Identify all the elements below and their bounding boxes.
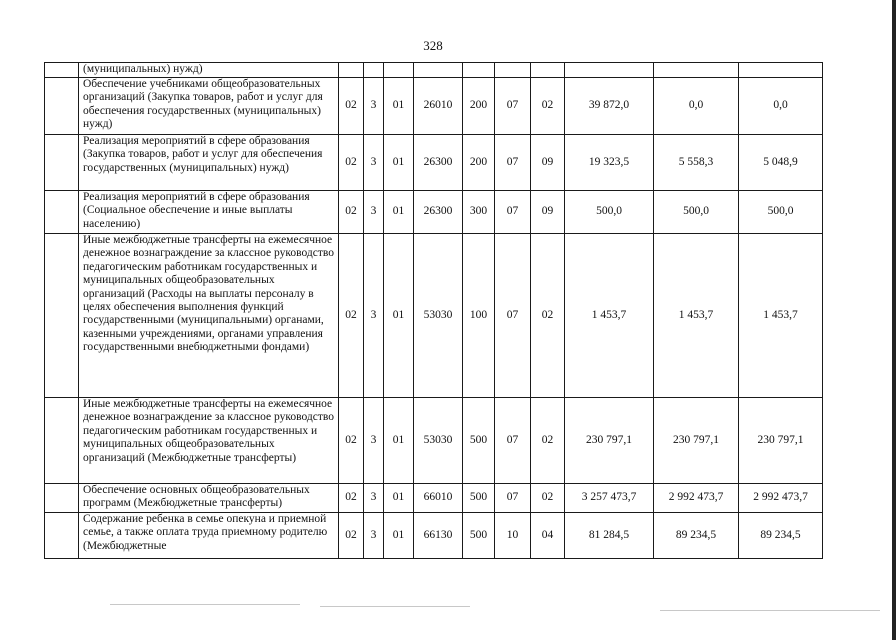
table-row: [45, 191, 823, 234]
event-code-cell: 01: [384, 135, 414, 191]
item-name-cell: Обеспечение учебниками общеобразовательных организаций (Закупка товаров, работ и услуг для обеспечения государственных (муниципальных) нужд): [79, 78, 339, 135]
amount-year1-cell: 500,0: [565, 191, 654, 234]
table-row: [45, 484, 823, 513]
section-cell: 07: [495, 398, 531, 484]
amount-year2-cell: 500,0: [654, 191, 739, 234]
program-code-cell: 02: [339, 234, 364, 398]
amount-year2-cell: 89 234,5: [654, 513, 739, 559]
scan-artifact: [660, 610, 880, 611]
scan-edge-shadow: [892, 0, 896, 640]
scan-artifact: [110, 604, 300, 605]
event-code-cell: 01: [384, 398, 414, 484]
table-row: [45, 63, 823, 78]
section-cell: 07: [495, 234, 531, 398]
amount-year3-cell: 500,0: [739, 191, 823, 234]
subprogram-code-cell: 3: [364, 78, 384, 135]
amount-year1-cell: 81 284,5: [565, 513, 654, 559]
expense-type-cell: 300: [463, 191, 495, 234]
expense-type-cell: 200: [463, 135, 495, 191]
amount-year3-cell: 5 048,9: [739, 135, 823, 191]
item-name-cell: Реализация мероприятий в сфере образования (Социальное обеспечение и иные выплаты населению): [79, 191, 339, 234]
table-body: [45, 63, 823, 559]
event-code-cell: 01: [384, 484, 414, 513]
amount-year3-cell: 0,0: [739, 78, 823, 135]
amount-year1-cell: 39 872,0: [565, 78, 654, 135]
expense-type-cell: 500: [463, 484, 495, 513]
section-cell: 07: [495, 135, 531, 191]
budget-table: [44, 62, 823, 559]
row-number-cell: [45, 63, 79, 78]
subsection-cell: 02: [531, 234, 565, 398]
direction-code-cell: 53030: [414, 234, 463, 398]
subsection-cell: 02: [531, 398, 565, 484]
amount-year2-cell: 1 453,7: [654, 234, 739, 398]
section-cell: 07: [495, 484, 531, 513]
amount-year1-cell: [565, 63, 654, 78]
item-name-cell: (муниципальных) нужд): [79, 63, 339, 78]
amount-year1-cell: 230 797,1: [565, 398, 654, 484]
expense-type-cell: 500: [463, 513, 495, 559]
amount-year3-cell: 230 797,1: [739, 398, 823, 484]
table-row: [45, 234, 823, 398]
expense-type-cell: [463, 63, 495, 78]
amount-year2-cell: [654, 63, 739, 78]
page-number: 328: [423, 38, 443, 53]
subsection-cell: 09: [531, 191, 565, 234]
program-code-cell: 02: [339, 135, 364, 191]
expense-type-cell: 500: [463, 398, 495, 484]
row-number-cell: [45, 191, 79, 234]
amount-year1-cell: 19 323,5: [565, 135, 654, 191]
amount-year3-cell: 2 992 473,7: [739, 484, 823, 513]
direction-code-cell: 26300: [414, 191, 463, 234]
event-code-cell: 01: [384, 191, 414, 234]
amount-year1-cell: 3 257 473,7: [565, 484, 654, 513]
subprogram-code-cell: 3: [364, 191, 384, 234]
event-code-cell: 01: [384, 78, 414, 135]
direction-code-cell: 66010: [414, 484, 463, 513]
table-row: [45, 78, 823, 135]
section-cell: [495, 63, 531, 78]
row-number-cell: [45, 234, 79, 398]
direction-code-cell: 53030: [414, 398, 463, 484]
amount-year3-cell: 89 234,5: [739, 513, 823, 559]
subsection-cell: 09: [531, 135, 565, 191]
expense-type-cell: 100: [463, 234, 495, 398]
program-code-cell: 02: [339, 398, 364, 484]
direction-code-cell: 26300: [414, 135, 463, 191]
program-code-cell: [339, 63, 364, 78]
row-number-cell: [45, 135, 79, 191]
row-number-cell: [45, 484, 79, 513]
subprogram-code-cell: 3: [364, 398, 384, 484]
program-code-cell: 02: [339, 484, 364, 513]
subsection-cell: 02: [531, 484, 565, 513]
subprogram-code-cell: 3: [364, 484, 384, 513]
event-code-cell: [384, 63, 414, 78]
amount-year2-cell: 0,0: [654, 78, 739, 135]
item-name-cell: Иные межбюджетные трансферты на ежемесячное денежное вознаграждение за классное руководство педагогическим работникам государственных и муниципальных общеобразовательных организаций (Расходы на выплаты персоналу в целях обеспечения выполнения функций государственными (муниципальными) органами, казенными учреждениями, органами управления государственными внебюджетными фондами): [79, 234, 339, 398]
subprogram-code-cell: 3: [364, 234, 384, 398]
section-cell: 07: [495, 78, 531, 135]
table-row: [45, 135, 823, 191]
expense-type-cell: 200: [463, 78, 495, 135]
section-cell: 10: [495, 513, 531, 559]
item-name-cell: Содержание ребенка в семье опекуна и приемной семье, а также оплата труда приемному родителю (Межбюджетные: [79, 513, 339, 559]
subprogram-code-cell: 3: [364, 513, 384, 559]
amount-year2-cell: 5 558,3: [654, 135, 739, 191]
amount-year2-cell: 2 992 473,7: [654, 484, 739, 513]
item-name-cell: Реализация мероприятий в сфере образования (Закупка товаров, работ и услуг для обеспечения государственных (муниципальных) нужд): [79, 135, 339, 191]
row-number-cell: [45, 78, 79, 135]
subsection-cell: [531, 63, 565, 78]
scan-artifact: [320, 606, 470, 607]
event-code-cell: 01: [384, 513, 414, 559]
subprogram-code-cell: [364, 63, 384, 78]
item-name-cell: Иные межбюджетные трансферты на ежемесячное денежное вознаграждение за классное руководство педагогическим работникам государственных и муниципальных общеобразовательных организаций (Межбюджетные трансферты): [79, 398, 339, 484]
amount-year3-cell: 1 453,7: [739, 234, 823, 398]
program-code-cell: 02: [339, 191, 364, 234]
table-row: [45, 398, 823, 484]
direction-code-cell: [414, 63, 463, 78]
event-code-cell: 01: [384, 234, 414, 398]
table-row: [45, 513, 823, 559]
subsection-cell: 02: [531, 78, 565, 135]
subsection-cell: 04: [531, 513, 565, 559]
row-number-cell: [45, 513, 79, 559]
subprogram-code-cell: 3: [364, 135, 384, 191]
direction-code-cell: 26010: [414, 78, 463, 135]
section-cell: 07: [495, 191, 531, 234]
amount-year2-cell: 230 797,1: [654, 398, 739, 484]
program-code-cell: 02: [339, 78, 364, 135]
amount-year3-cell: [739, 63, 823, 78]
amount-year1-cell: 1 453,7: [565, 234, 654, 398]
item-name-cell: Обеспечение основных общеобразовательных программ (Межбюджетные трансферты): [79, 484, 339, 513]
row-number-cell: [45, 398, 79, 484]
program-code-cell: 02: [339, 513, 364, 559]
direction-code-cell: 66130: [414, 513, 463, 559]
